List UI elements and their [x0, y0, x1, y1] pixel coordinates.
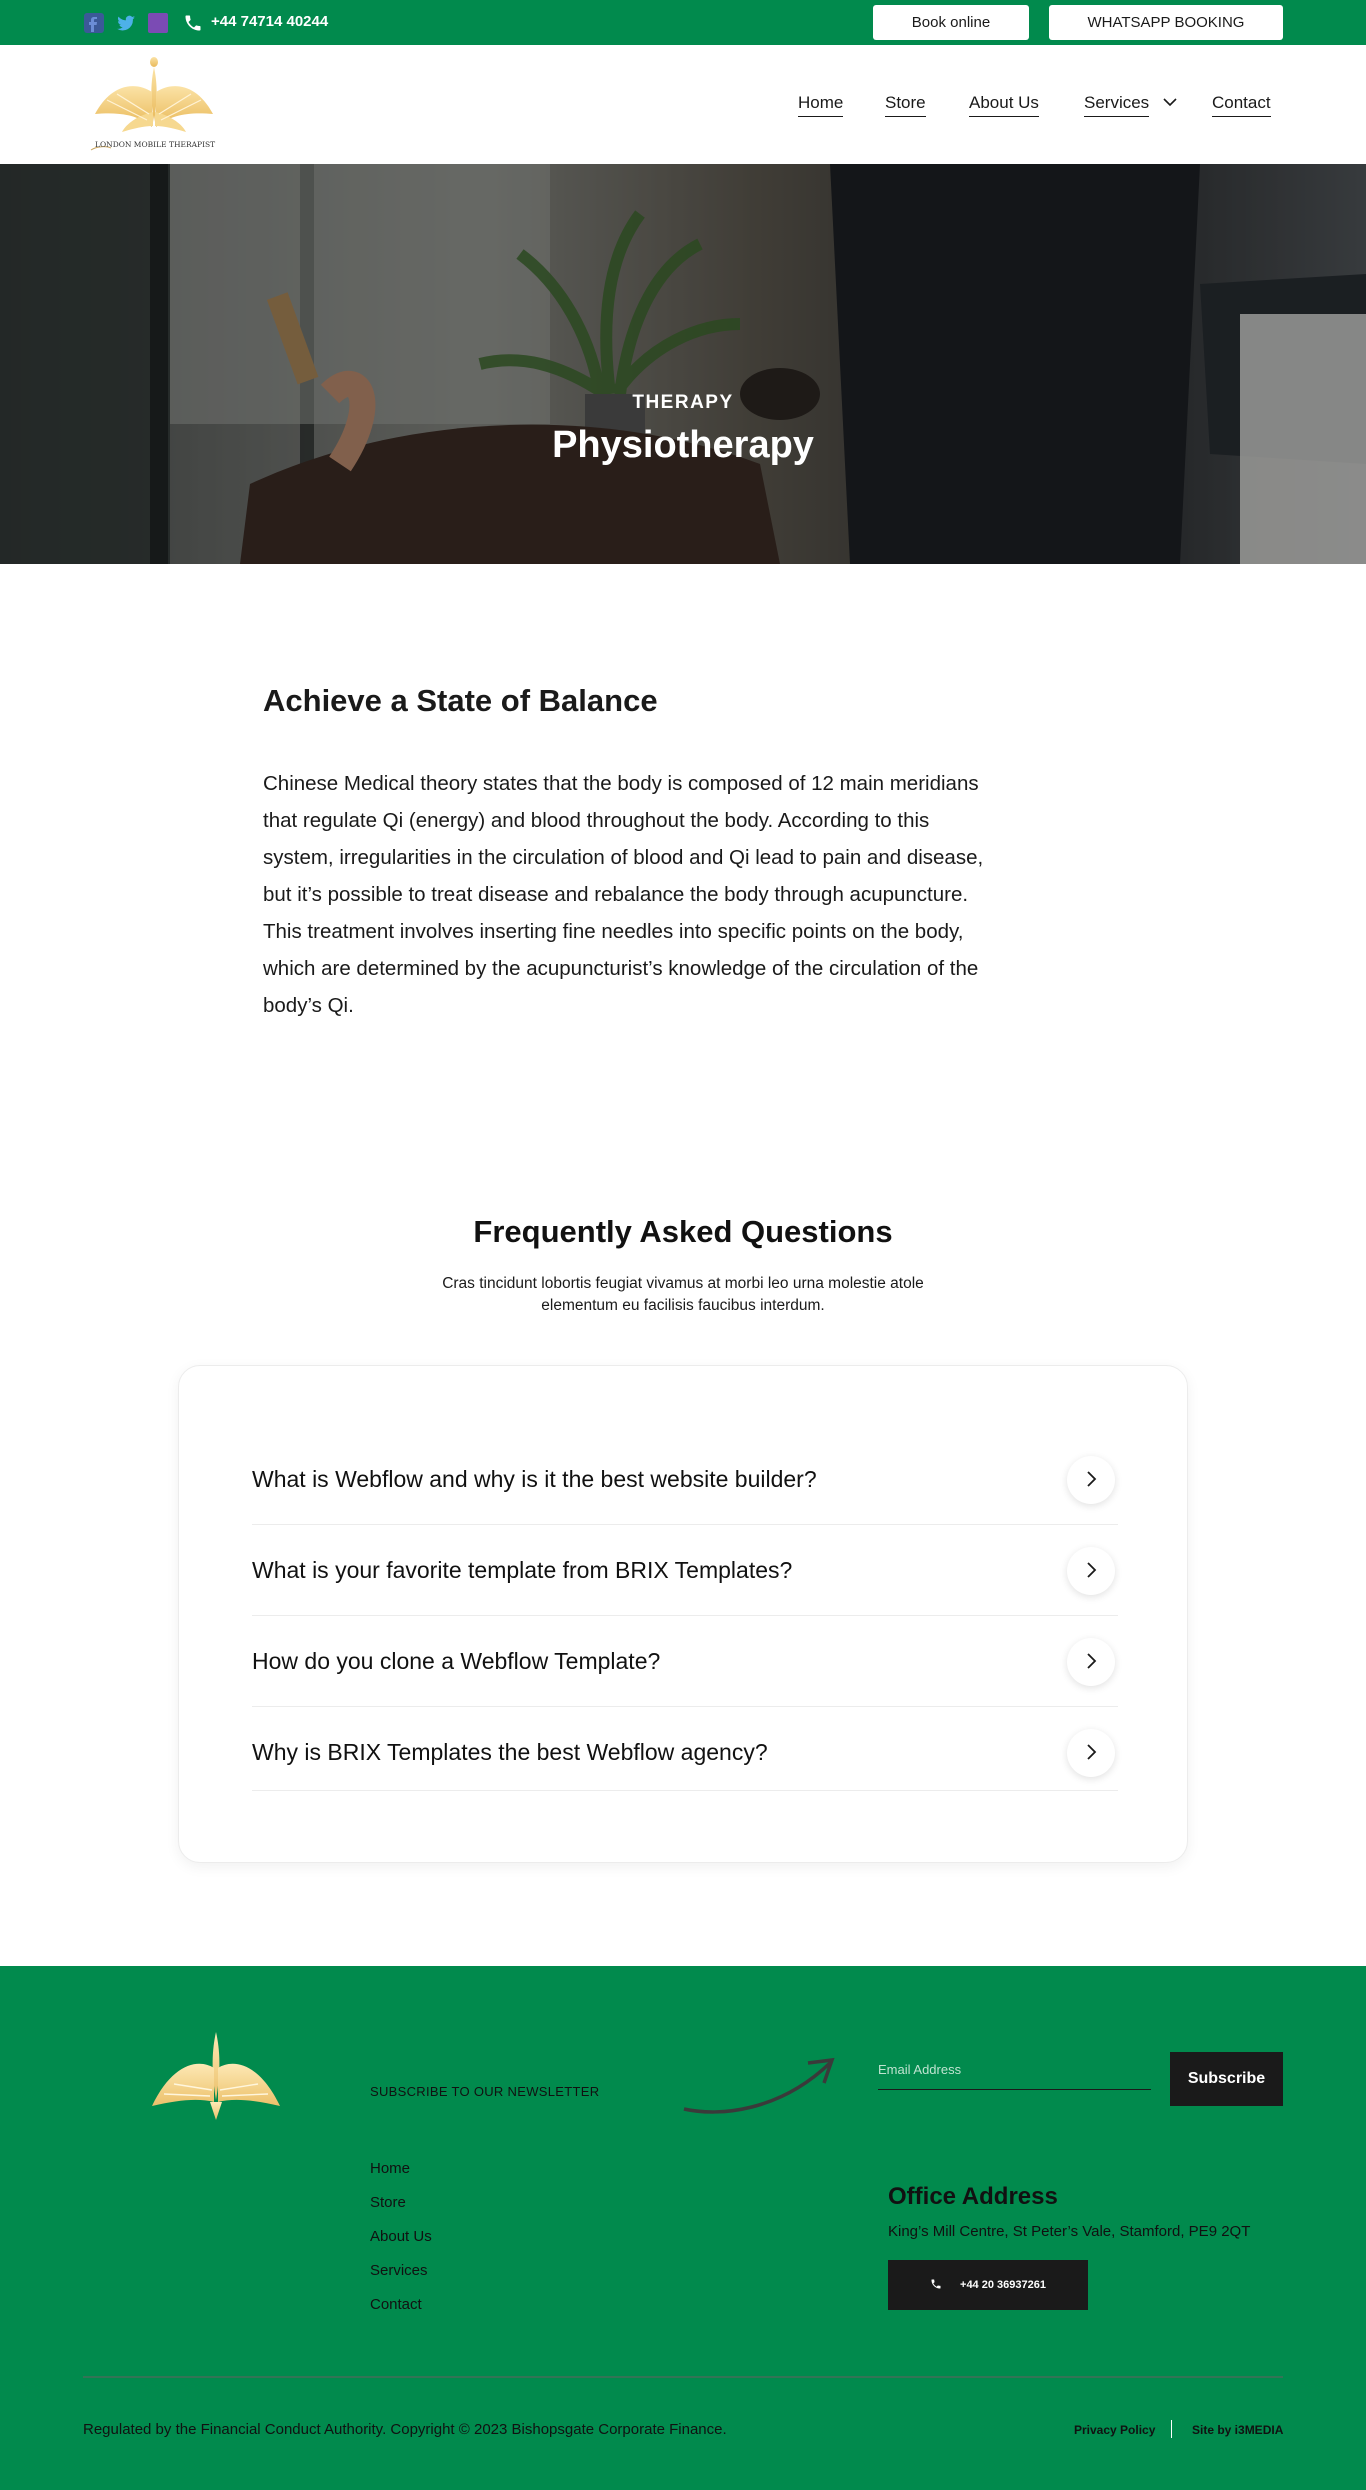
- faq-question[interactable]: What is your favorite template from BRIX Templates?: [252, 1557, 793, 1583]
- footer-link-about-us[interactable]: About Us: [370, 2228, 432, 2245]
- site-credit-link[interactable]: Site by i3MEDIA: [1192, 2423, 1284, 2437]
- hero-overlay: [0, 164, 1366, 564]
- faq-question[interactable]: What is Webflow and why is it the best website builder?: [252, 1466, 817, 1492]
- footer-logo[interactable]: [150, 2030, 282, 2122]
- book-online-button[interactable]: Book online: [873, 5, 1029, 40]
- whatsapp-booking-button[interactable]: WHATSAPP BOOKING: [1049, 5, 1283, 40]
- top-bar: [0, 0, 1366, 45]
- logo-text: LONDON MOBILE THERAPIST: [95, 140, 216, 149]
- faq-item[interactable]: [252, 1525, 1118, 1616]
- instagram-icon[interactable]: [147, 12, 169, 34]
- nav-contact[interactable]: Contact: [1212, 93, 1271, 117]
- about-heading: Achieve a State of Balance: [263, 683, 658, 718]
- chevron-right-icon: [1083, 1561, 1099, 1582]
- faq-question[interactable]: How do you clone a Webflow Template?: [252, 1648, 661, 1674]
- faq-item[interactable]: [252, 1434, 1118, 1525]
- office-phone: +44 20 36937261: [960, 2279, 1046, 2291]
- chevron-right-icon: [1083, 1652, 1099, 1673]
- faq-question[interactable]: Why is BRIX Templates the best Webflow agency?: [252, 1739, 768, 1765]
- about-body: Chinese Medical theory states that the body is composed of 12 main meridians that regulate Qi (energy) and blood throughout the body. According to this system, irregularities in the circulation of blood and Qi lead to pain and disease, but it’s possible to treat disease and rebalance the body through acupuncture. This treatment involves inserting fine needles into specific points on the body, which are determined by the acupuncturist’s knowledge of the circulation of the body’s Qi.: [263, 772, 984, 1017]
- privacy-policy-link[interactable]: Privacy Policy: [1074, 2423, 1156, 2437]
- hero-title: Physiotherapy: [552, 424, 814, 466]
- footer-link-home[interactable]: Home: [370, 2160, 411, 2177]
- facebook-icon[interactable]: [83, 12, 105, 34]
- footer-divider: [83, 2376, 1283, 2378]
- footer-separator: [1171, 2420, 1172, 2438]
- office-heading: Office Address: [888, 2183, 1058, 2210]
- twitter-icon[interactable]: [115, 12, 137, 34]
- phone-icon: [182, 12, 204, 34]
- arrow-icon: [680, 2055, 840, 2122]
- chevron-right-icon: [1083, 1470, 1099, 1491]
- hero-banner: [0, 164, 1366, 564]
- hero-eyebrow: THERAPY: [632, 392, 734, 413]
- nav-store[interactable]: Store: [885, 93, 926, 117]
- topbar-phone[interactable]: +44 74714 40244: [211, 13, 329, 30]
- nav-services[interactable]: Services: [1084, 93, 1149, 117]
- social-links: [83, 12, 169, 34]
- faq-toggle-button[interactable]: [1067, 1547, 1115, 1595]
- footer-link-store[interactable]: Store: [370, 2194, 406, 2211]
- newsletter-email-input[interactable]: [878, 2050, 1151, 2090]
- faq-toggle-button[interactable]: [1067, 1456, 1115, 1504]
- copyright-text: Regulated by the Financial Conduct Authority. Copyright © 2023 Bishopsgate Corporate Finance.: [83, 2421, 727, 2438]
- subscribe-button[interactable]: Subscribe: [1170, 2052, 1283, 2106]
- office-address: King’s Mill Centre, St Peter’s Vale, Stamford, PE9 2QT: [888, 2223, 1251, 2240]
- chevron-down-icon[interactable]: [1162, 95, 1178, 114]
- footer-link-contact[interactable]: Contact: [370, 2296, 422, 2313]
- nav-about-us[interactable]: About Us: [969, 93, 1039, 117]
- faq-toggle-button[interactable]: [1067, 1638, 1115, 1686]
- newsletter-label: SUBSCRIBE TO OUR NEWSLETTER: [370, 2084, 600, 2099]
- faq-toggle-button[interactable]: [1067, 1729, 1115, 1777]
- faq-item[interactable]: [252, 1616, 1118, 1707]
- faq-subtitle: Cras tincidunt lobortis feugiat vivamus at morbi leo urna molestie atole elementum eu facilisis faucibus interdum.: [442, 1275, 924, 1314]
- faq-heading: Frequently Asked Questions: [473, 1214, 893, 1249]
- faq-item[interactable]: [252, 1707, 1118, 1791]
- office-phone-button[interactable]: [888, 2260, 1088, 2310]
- nav-home[interactable]: Home: [798, 93, 843, 117]
- chevron-right-icon: [1083, 1743, 1099, 1764]
- footer-link-services[interactable]: Services: [370, 2262, 428, 2279]
- faq-card: [178, 1365, 1188, 1863]
- phone-icon: [930, 2278, 942, 2293]
- site-logo[interactable]: [87, 52, 222, 156]
